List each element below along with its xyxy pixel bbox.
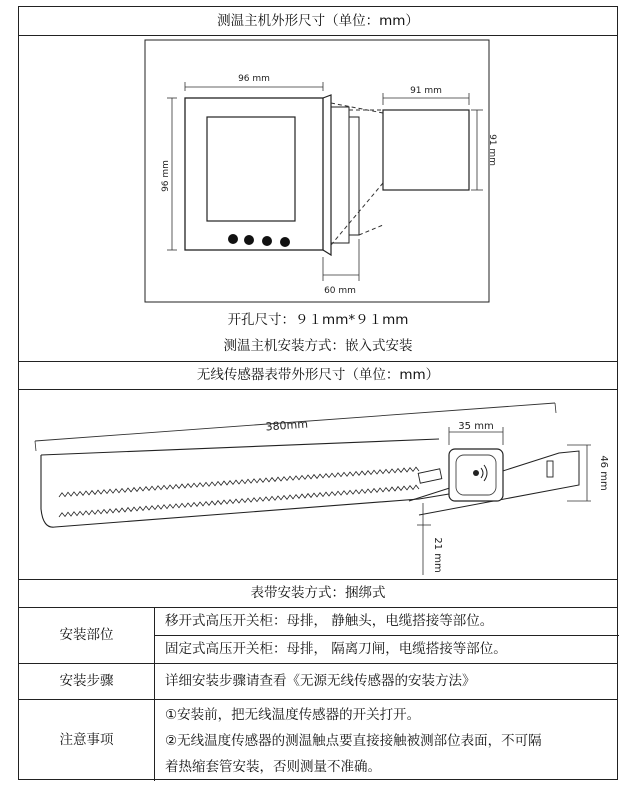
sensor-dimension-title: 无线传感器表带外形尺寸（单位：mm） xyxy=(196,367,440,383)
note-2-line-1: ②无线温度传感器的测温触点要直接接触被测部位表面，不可隔 xyxy=(165,733,542,749)
spec-sheet xyxy=(18,6,618,780)
sensor-drawing xyxy=(19,389,619,579)
notes-label: 注意事项 xyxy=(59,732,114,748)
dim-length-label: 380mm xyxy=(265,417,309,434)
dim-tick xyxy=(555,403,556,413)
location-label: 安装部位 xyxy=(59,627,114,643)
dim-depth-label: 91 mm xyxy=(410,86,442,96)
sensor-icon xyxy=(473,470,479,476)
note-2-line-2: 着热缩套管安装，否则测量不准确。 xyxy=(165,759,381,775)
host-button-1 xyxy=(228,234,238,244)
steps-text: 详细安装步骤请查看《无源无线传感器的安装方法》 xyxy=(165,673,476,689)
projection-line xyxy=(359,225,383,235)
cutout-box xyxy=(383,110,469,190)
dim-side-height-label: 91 mm xyxy=(487,134,497,166)
strap-edge xyxy=(41,439,439,455)
dim-tick xyxy=(35,441,36,451)
sensor-drawing-area xyxy=(19,389,617,579)
host-side-body xyxy=(331,107,349,243)
location-item-1: 移开式高压开关柜：母排， 静触头，电缆搭接等部位。 xyxy=(165,613,494,629)
column-divider xyxy=(154,607,155,781)
note-1: ①安装前，把无线温度传感器的开关打开。 xyxy=(165,707,421,723)
cutout-size-text: 开孔尺寸：９１mm*９１mm xyxy=(227,312,409,328)
host-install-method: 测温主机安装方式：嵌入式安装 xyxy=(223,338,413,354)
strap-slot xyxy=(418,469,442,483)
location-item-2: 固定式高压开关柜：母排， 隔离刀闸，电缆搭接等部位。 xyxy=(165,641,507,657)
strap-outline xyxy=(41,455,449,527)
host-button-3 xyxy=(262,236,272,246)
steps-label: 安装步骤 xyxy=(59,673,114,689)
dim-thickness-label: 21 mm xyxy=(432,537,443,573)
host-dimension-title: 测温主机外形尺寸（单位：mm） xyxy=(217,13,419,29)
host-drawing-area xyxy=(19,35,617,337)
host-button-2 xyxy=(244,235,254,245)
host-side-bezel xyxy=(323,95,331,255)
dim-width-label: 96 mm xyxy=(238,74,270,84)
host-drawing xyxy=(19,35,619,337)
dim-bottom-label: 60 mm xyxy=(324,286,356,296)
projection-line xyxy=(331,103,383,113)
dim-head-width-label: 35 mm xyxy=(458,421,494,432)
strap-install-method: 表带安装方式：捆绑式 xyxy=(250,585,386,601)
dim-head-height-label: 46 mm xyxy=(598,455,609,491)
host-front-panel xyxy=(185,98,323,250)
projection-line xyxy=(331,183,383,245)
strap-end-slot xyxy=(547,461,553,477)
dim-height-label: 96 mm xyxy=(161,160,171,192)
strap-teeth-bottom xyxy=(59,485,419,517)
host-button-4 xyxy=(280,237,290,247)
